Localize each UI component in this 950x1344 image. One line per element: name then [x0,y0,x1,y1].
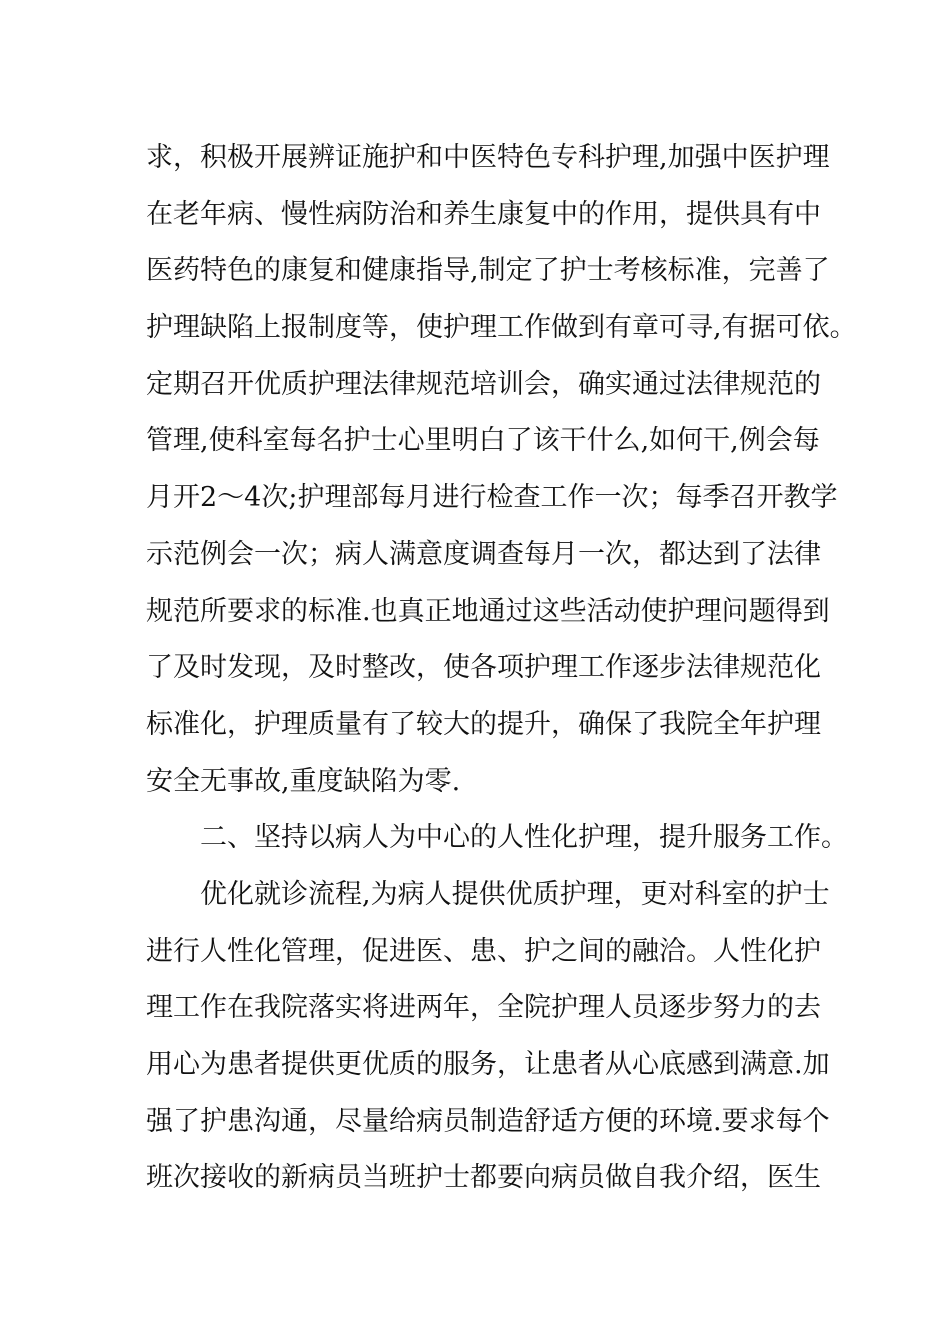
text-line: 进行人性化管理，促进医、患、护之间的融洽。人性化护 [146,935,821,967]
text-line: 安全无事故,重度缺陷为零. [146,765,461,797]
text-line: 月开2～4次;护理部每月进行检查工作一次；每季召开教学 [146,482,838,514]
text-line: 理工作在我院落实将进两年，全院护理人员逐步努力的去 [146,992,821,1024]
text-line: 管理,使科室每名护士心里明白了该干什么,如何干,例会每 [146,425,820,457]
text-line: 护理缺陷上报制度等，使护理工作做到有章可寻,有据可依。 [146,312,857,344]
text-line: 医药特色的康复和健康指导,制定了护士考核标准，完善了 [146,255,830,287]
text-line: 标准化，护理质量有了较大的提升，确保了我院全年护理 [146,708,821,740]
text-line: 班次接收的新病员当班护士都要向病员做自我介绍，医生 [146,1162,821,1194]
text-line: 了及时发现，及时整改，使各项护理工作逐步法律规范化 [146,652,821,684]
text-line: 规范所要求的标准.也真正地通过这些活动使护理问题得到 [146,595,830,627]
text-line: 强了护患沟通，尽量给病员制造舒适方便的环境.要求每个 [146,1105,830,1137]
text-line: 优化就诊流程,为病人提供优质护理，更对科室的护士 [200,878,830,910]
text-line: 定期召开优质护理法律规范培训会，确实通过法律规范的 [146,368,821,400]
section-heading: 二、坚持以病人为中心的人性化护理，提升服务工作。 [200,822,848,854]
text-line: 用心为患者提供更优质的服务，让患者从心底感到满意.加 [146,1049,830,1080]
text-line: 求，积极开展辨证施护和中医特色专科护理,加强中医护理 [146,142,830,173]
body-text [146,130,857,1207]
text-line: 在老年病、慢性病防治和养生康复中的作用，提供具有中 [146,198,821,230]
text-line: 示范例会一次；病人满意度调查每月一次，都达到了法律 [146,538,821,570]
